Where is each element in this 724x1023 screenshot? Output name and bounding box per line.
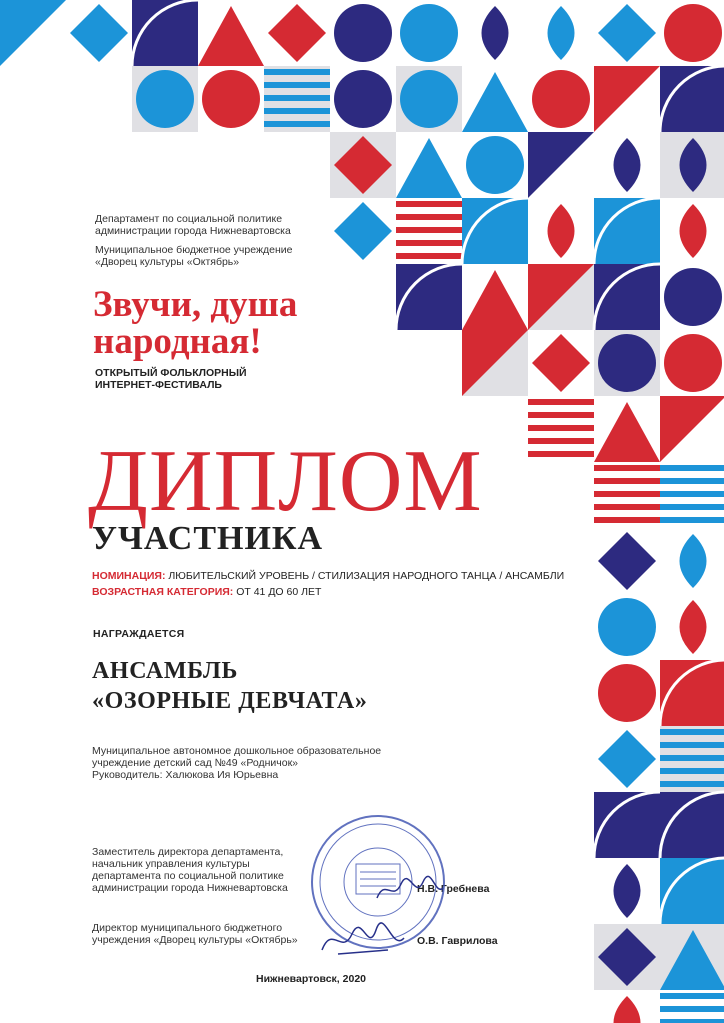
ornament-tile bbox=[594, 132, 660, 198]
ornament-tile bbox=[660, 462, 724, 528]
ornament-tile bbox=[594, 858, 660, 924]
ornament-tile bbox=[462, 132, 528, 198]
signatory-1-position: Заместитель директора департамента, начальник управления культуры департамента по социальной политике администрации города Нижневартовска bbox=[92, 846, 288, 894]
signatory-1-name: Н.В. Гребнева bbox=[417, 883, 490, 895]
ornament-tile bbox=[528, 0, 594, 66]
ornament-tile bbox=[198, 0, 264, 66]
ornament-tile bbox=[462, 66, 528, 132]
age-category-line bbox=[92, 586, 321, 599]
ornament-tile bbox=[594, 66, 660, 132]
ornament-tile bbox=[660, 528, 724, 594]
ornament-tile bbox=[660, 198, 724, 264]
ornament-tile bbox=[528, 330, 594, 396]
ornament-tile bbox=[594, 528, 660, 594]
diploma-subtitle: УЧАСТНИКА bbox=[92, 520, 324, 557]
ornament-tile bbox=[594, 0, 660, 66]
ornament-tile bbox=[660, 0, 724, 66]
ornament-tile bbox=[660, 858, 724, 924]
ornament-tile bbox=[594, 792, 660, 858]
ornament-tile bbox=[264, 0, 330, 66]
ornament-tile bbox=[198, 66, 264, 132]
signatory-2-position: Директор муниципального бюджетного учреждения «Дворец культуры «Октябрь» bbox=[92, 922, 298, 946]
ornament-tile bbox=[330, 132, 396, 198]
ornament-tile bbox=[330, 66, 396, 132]
ornament-tile bbox=[660, 660, 724, 726]
ornament-tile bbox=[594, 264, 660, 330]
ornament-tile bbox=[594, 330, 660, 396]
ornament-tile bbox=[132, 66, 198, 132]
festival-subtitle: ОТКРЫТЫЙ ФОЛЬКЛОРНЫЙ ИНТЕРНЕТ-ФЕСТИВАЛЬ bbox=[95, 367, 247, 391]
age-category-label: ВОЗРАСТНАЯ КАТЕГОРИЯ: bbox=[92, 586, 234, 598]
ornament-tile bbox=[462, 198, 528, 264]
organizer-institution: Муниципальное бюджетное учреждение «Дворец культуры «Октябрь» bbox=[95, 244, 293, 268]
ornament-tile bbox=[594, 726, 660, 792]
ornament-tile bbox=[396, 264, 462, 330]
city-year: Нижневартовск, 2020 bbox=[256, 973, 366, 985]
recipient-name: АНСАМБЛЬ «ОЗОРНЫЕ ДЕВЧАТА» bbox=[92, 658, 368, 714]
ornament-tile bbox=[528, 264, 594, 330]
ornament-tile bbox=[330, 198, 396, 264]
age-category-value: ОТ 41 ДО 60 ЛЕТ bbox=[236, 586, 322, 598]
ornament-tile bbox=[528, 198, 594, 264]
ornament-tile bbox=[462, 0, 528, 66]
ornament-tile bbox=[66, 0, 132, 66]
nomination-line bbox=[92, 570, 564, 583]
ornament-tile bbox=[396, 0, 462, 66]
ornament-tile bbox=[528, 66, 594, 132]
ornament-tile bbox=[462, 330, 528, 396]
ornament-tile bbox=[264, 66, 330, 132]
ornament-tile bbox=[660, 396, 724, 462]
ornament-tile bbox=[660, 726, 724, 792]
ornament-tile bbox=[660, 792, 724, 858]
ornament-tile bbox=[528, 132, 594, 198]
ornament-tile bbox=[594, 462, 660, 528]
ornament-tile bbox=[594, 396, 660, 462]
ornament-tile bbox=[660, 66, 724, 132]
ornament-tile bbox=[528, 396, 594, 462]
ornament-tile bbox=[132, 0, 198, 66]
department-name: Департамент по социальной политике администрации города Нижневартовска bbox=[95, 213, 291, 237]
nomination-value: ЛЮБИТЕЛЬСКИЙ УРОВЕНЬ / СТИЛИЗАЦИЯ НАРОДНОГО ТАНЦА / АНСАМБЛИ bbox=[168, 570, 565, 582]
signature-1 bbox=[375, 872, 445, 908]
ornament-tile bbox=[660, 132, 724, 198]
ornament-tile bbox=[660, 594, 724, 660]
ornament-tile bbox=[594, 594, 660, 660]
ornament-tile bbox=[396, 132, 462, 198]
signature-2 bbox=[318, 920, 408, 960]
ornament-tile bbox=[660, 990, 724, 1023]
ornament-tile bbox=[0, 0, 66, 66]
ornament-tile bbox=[396, 198, 462, 264]
ornament-tile bbox=[594, 924, 660, 990]
ornament-tile bbox=[594, 660, 660, 726]
awarded-label: НАГРАЖДАЕТСЯ bbox=[93, 628, 185, 640]
diploma-title: ДИПЛОМ bbox=[88, 433, 483, 530]
festival-title: Звучи, душа народная! bbox=[93, 284, 298, 362]
ornament-tile bbox=[660, 924, 724, 990]
recipient-organization: Муниципальное автономное дошкольное образовательное учреждение детский сад №49 «Родничок» Руководитель: Халюкова Ия Юрьевна bbox=[92, 745, 382, 781]
ornament-tile bbox=[660, 330, 724, 396]
nomination-label: НОМИНАЦИЯ: bbox=[92, 570, 166, 582]
ornament-tile bbox=[330, 0, 396, 66]
ornament-tile bbox=[660, 264, 724, 330]
ornament-tile bbox=[594, 198, 660, 264]
ornament-tile bbox=[594, 990, 660, 1023]
ornament-tile bbox=[462, 264, 528, 330]
signatory-2-name: О.В. Гаврилова bbox=[417, 935, 498, 947]
ornament-tile bbox=[396, 66, 462, 132]
